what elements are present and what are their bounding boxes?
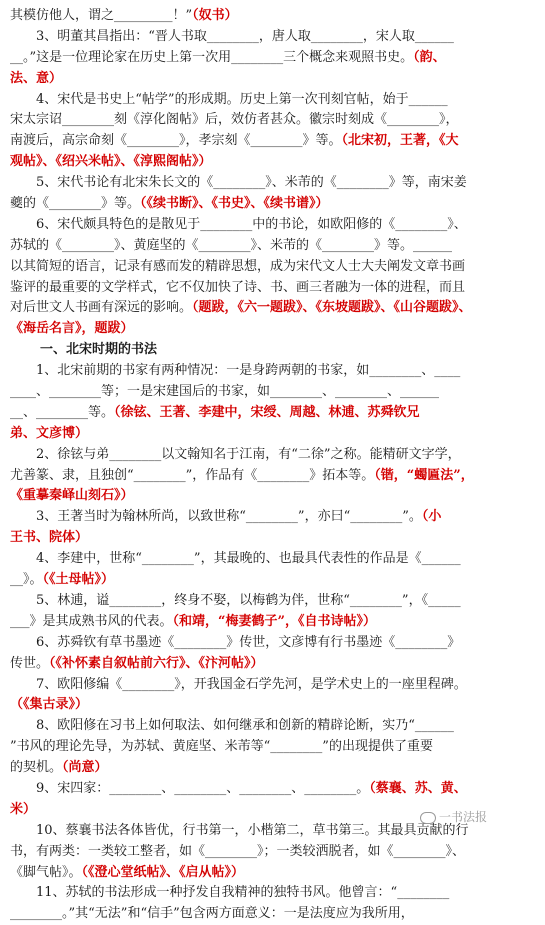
answer-text: 法、意） (10, 70, 63, 86)
answer-text: （尚意） (62, 760, 108, 776)
answer-text: 《海岳名言》，题跋） (10, 321, 134, 337)
text-line (10, 236, 537, 257)
answer-text: （徐铉、王著、李建中，宋绶、周越、林逋、苏舜钦兄 (114, 404, 420, 420)
question-text: __》。 (10, 572, 43, 588)
text-line (10, 863, 537, 884)
text-line (10, 528, 537, 549)
question-text: 10、蔡襄书法各体皆优，行书第一，小楷第二，草书第三。其最具贡献的行 (36, 822, 469, 838)
question-text: ____、________等；一是宋建国后的书家，如________、________、______ (10, 384, 440, 400)
question-text: 2、徐铉与弟________以文翰知名于江南，有“二徐”之称。能精研文字学， (36, 446, 461, 462)
question-text: 鉴评的最重要的文学样式，它不仅加快了诗、书、画三者融为一体的进程，而且 (10, 279, 466, 295)
answer-text: （蔡襄、苏、黄、 (369, 780, 467, 796)
text-line (10, 633, 537, 654)
text-line (10, 173, 537, 194)
text-line (10, 612, 537, 633)
answer-text: （锴，“蠋匾法”， (374, 467, 474, 483)
answer-text: （韵、 (413, 49, 446, 65)
text-line (10, 486, 537, 507)
text-line (10, 424, 537, 445)
text-line (10, 361, 537, 382)
text-line (10, 152, 537, 173)
question-text: 夔的《________》等。 (10, 196, 141, 212)
question-text: 传世。 (10, 655, 50, 671)
question-text: 6、苏舜钦有草书墨迹《________》传世，文彦博有行书墨迹《________》 (36, 634, 461, 650)
question-text: 南渡后，高宗命刻《________》，孝宗刻《________》等。 (10, 133, 342, 149)
question-text: 4、宋代是书史上“帖学”的形成期。历史上第一次刊刻官帖，始于______ (36, 91, 448, 107)
text-line (10, 69, 537, 90)
answer-text: 观帖》、《绍兴米帖》、《淳熙阁帖》） (10, 154, 212, 170)
answer-text: （题跋，《六一题跋》、《东坡题跋》、《山谷题跋》、 (192, 300, 472, 316)
question-text: 《脚气帖》。 (10, 864, 82, 880)
text-line (10, 215, 537, 236)
answer-text: 《重摹秦峄山刻石》） (10, 488, 134, 504)
question-text: 一、北宋时期的书法 (40, 342, 158, 358)
text-line (10, 779, 537, 800)
text-line (10, 591, 537, 612)
question-text: 尤善篆、隶，且独创“________”，作品有《________》拓本等。 (10, 467, 375, 483)
text-line (10, 675, 537, 696)
text-line (10, 278, 537, 299)
question-text: 对后世文人书画有深远的影响。 (10, 300, 193, 316)
text-line (10, 695, 537, 716)
document-page (10, 6, 537, 925)
answer-text: （《集古录》） (10, 697, 89, 713)
text-line (10, 27, 537, 48)
text-line (10, 131, 537, 152)
text-line (10, 319, 537, 340)
question-text: 书，有两类：一类较工整者，如《________》；一类较洒脱者，如《________》、 (10, 843, 466, 859)
question-text: 9、宋四家：________、________、________、________。 (36, 780, 370, 796)
question-text: 3、王著当时为翰林所尚，以致世称“________”，亦曰“________”。 (36, 509, 422, 525)
text-line (10, 6, 537, 27)
text-line (10, 549, 537, 570)
answer-text: （《澄心堂纸帖》、《启从帖》） (81, 864, 245, 880)
question-text: 11、苏轼的书法形成一种抒发自我精神的独特书风。他曾言：“________ (36, 885, 450, 901)
question-text: ___》是其成熟书风的代表。 (10, 613, 173, 629)
answer-text: 弟、文彦博） (10, 425, 89, 441)
question-text: 的契机。 (10, 760, 63, 776)
text-line (10, 758, 537, 779)
question-text: 5、林逋，谥________，终身不娶，以梅鹤为伴，世称“________”，《_____ (36, 592, 461, 608)
text-line (10, 298, 537, 319)
question-text: 3、明董其昌指出：“晋人书取________，唐人取________，宋人取______ (36, 28, 454, 44)
answer-text: （奴书） (192, 8, 238, 23)
text-line (10, 654, 537, 675)
question-text: 以其简短的语言，记录有感而发的精辟思想，成为宋代文人士大夫阐发文章书画 (10, 258, 466, 274)
question-text: 8、欧阳修在习书上如何取法、如何继承和创新的精辟论断，实乃“______ (36, 718, 454, 734)
question-text: __。”这是一位理论家在历史上第一次用________三个概念来观照书史。 (10, 49, 414, 65)
answer-text: （《土母帖》） (42, 572, 115, 588)
text-line (10, 466, 537, 487)
question-text: __、________等。 (10, 404, 115, 420)
text-line (10, 570, 537, 591)
question-text: 5、宋代书论有北宋朱长文的《________》、米芾的《________》等，南宋姜 (36, 175, 467, 191)
text-line (10, 48, 537, 69)
text-line (10, 507, 537, 528)
text-line (10, 194, 537, 215)
answer-text: （小 (421, 509, 442, 525)
answer-text: （《续书断》、《书史》、《续书谱》） (140, 196, 329, 212)
question-text: 7、欧阳修编《________》，开我国金石学先河，是学术史上的一座里程碑。 (36, 676, 467, 692)
question-text: 苏轼的《________》、黄庭坚的《________》、米芾的《________》等。______ (10, 237, 453, 253)
question-text: ”书风的理论先导，为苏轼、黄庭坚、米芾等“________”的出现提供了重要 (10, 739, 433, 755)
text-line (10, 90, 537, 111)
text-line (10, 716, 537, 737)
text-line (10, 904, 537, 925)
question-text: 宋太宗诏________刻《淳化阁帖》后，效仿者甚众。徽宗时刻成《________》， (10, 112, 459, 128)
watermark-text: 一书法报 (439, 810, 488, 824)
question-text: ________。”其“无法”和“信手”包含两方面意义：一是法度应为我所用， (10, 906, 414, 922)
text-line (10, 382, 537, 403)
text-line (10, 883, 537, 904)
question-text: 6、宋代颇具特色的是散见于________中的书论，如欧阳修的《________》、 (36, 216, 467, 232)
text-line (10, 737, 537, 758)
wechat-icon (420, 812, 436, 824)
answer-text: 米） (10, 801, 37, 817)
text-line (10, 257, 537, 278)
question-text: 4、李建中，世称“________”，其最晚的、也最具代表性的作品是《______ (36, 551, 461, 567)
question-text: 1、北宋前期的书家有两种情况：一是身跨两朝的书家，如________、____ (36, 363, 461, 379)
answer-text: 王书、院体） (10, 530, 89, 546)
answer-text: （和靖，“梅妻鹤子”，《自书诗帖》） (172, 613, 376, 629)
text-line (10, 445, 537, 466)
text-line (10, 110, 537, 131)
watermark (420, 808, 487, 825)
answer-text: （北宋初，王著，《大 (341, 133, 459, 149)
text-line (10, 403, 537, 424)
answer-text: （《补怀素自叙帖前六行》、《汴河帖》） (49, 655, 264, 671)
question-text: 其模仿他人，谓之_________！” (10, 8, 193, 23)
section-heading (10, 340, 537, 361)
text-line (10, 842, 537, 863)
